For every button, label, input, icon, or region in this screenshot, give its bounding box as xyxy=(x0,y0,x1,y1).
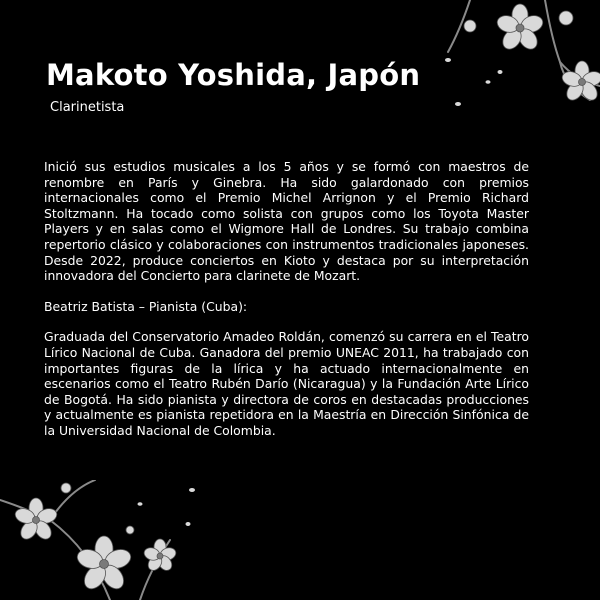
bio-paragraph: Inició sus estudios musicales a los 5 años y se formó con maestros de renombre en París y Ginebra. Ha sido galardonado con premios internacionales como el Premio Michel Arrignon y el Premio Richard Stoltzmann. Ha tocado como solista con grupos como los Toyota Master Players y en salas como el Wigmore Hall de Londres. Su trabajo combina repertorio clásico y colaboraciones con instrumentos tradicionales japoneses. Desde 2022, produce conciertos en Kioto y destaca por su interpretación innovadora del Concierto para clarinete de Mozart. xyxy=(44,159,529,284)
pianist-heading: Beatriz Batista – Pianista (Cuba): xyxy=(44,298,248,314)
page-title: Makoto Yoshida, Japón xyxy=(46,58,421,92)
cherry-blossom-icon xyxy=(440,0,600,115)
bio-paragraph: Graduada del Conservatorio Amadeo Roldán, comenzó su carrera en el Teatro Lírico Nacional de Cuba. Ganadora del premio UNEAC 2011, ha trabajado con importantes figuras de la lírica y ha actuado internacionalmente en escenarios como el Teatro Rubén Darío (Nicaragua) y la Fundación Arte Lírico de Bogotá. Ha sido pianista y directora de coros en destacadas producciones y actualmente es pianista repetidora en la Maestría en Dirección Sinfónica de la Universidad Nacional de Colombia. xyxy=(44,329,529,438)
biography xyxy=(44,159,529,439)
cherry-blossom-icon xyxy=(0,480,205,600)
instrument-subtitle: Clarinetista xyxy=(50,100,125,115)
